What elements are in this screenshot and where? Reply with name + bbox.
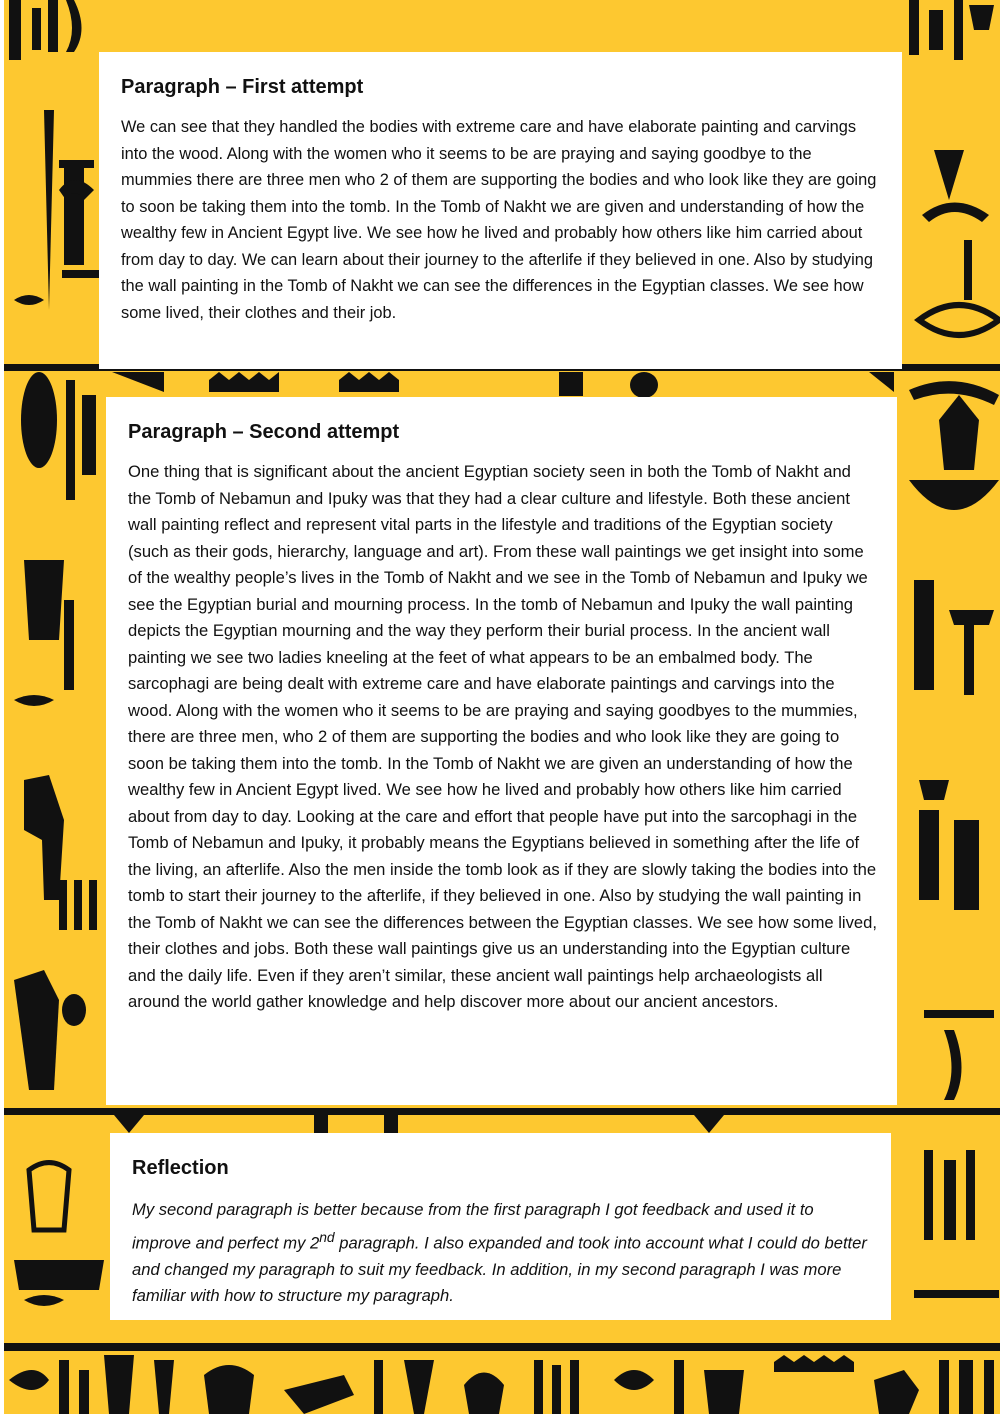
second-attempt-body: One thing that is significant about the ancient Egyptian society seen in both the Tomb of Nakht and the Tomb of Nebamun and Ipuky was that they had a clear culture and lifestyle. Both these ancient wall painting reflect and represent vital parts in the lifestyle and traditions of the Egyptian society (such as their gods, hierarchy, language and art). From these wall paintings we get insight into some of the wealthy people’s lives in the Tomb of Nakht and we see in the Tomb of Nebamun and Ipuky we see the Egyptian burial and mourning process. In the tomb of Nebamun and Ipuky the wall painting depicts the Egyptian mourning and the way they perform their burial process. In the ancient wall painting we see two ladies kneeling at the feet of what appears to be an embalmed body. The sarcophagi are being dealt with extreme care and have elaborate paintings and carvings into the wood. Along with the women who it seems to be are praying and saying goodbyes to the mummies, there are three men, who 2 of them are supporting the bodies and who look like they are going to soon be taking them into the tomb. In the Tomb of Nakht we are given an understanding of how the wealthy few in Ancient Egypt lived. We see how he lived and probably how others like him carried about from day to day. Looking at the care and effort that people have put into the sarcophagi in the Tomb of Nebamun and Ipuky, it probably means the Egyptians believed in something after the life of the living, an afterlife. Also the men inside the tomb look as if they are slowly taking the bodies into the tomb to start their journey to the afterlife, if they believed in one. Also by studying the wall painting in the Tomb of Nakht we can see the differences between the Egyptian classes. We see how some lived, their clothes and jobs. Both these wall paintings give us an understanding into the Egyptian culture and the daily life. Even if they aren’t similar, these ancient wall paintings help archaeologists all around the world gather knowledge and help discover more about our ancient ancestors. (128, 462, 877, 1011)
reflection-body (132, 1197, 871, 1310)
second-attempt-card (106, 397, 897, 1105)
first-attempt-body: We can see that they handled the bodies with extreme care and have elaborate painting and carvings into the wood. Along with the women who it seems to be are praying and saying goodbye to the mummies there are three men who 2 of them are supporting the bodies and who look like they are going to soon be taking them into the tomb. In the Tomb of Nakht we are given and understanding of how the wealthy few in Ancient Egypt live. We see how he lived and probably how others like him carried about from day to day. We can learn about their journey to the afterlife if they believed in one. Also by studying the wall painting in the Tomb of Nakht we can see the differences in the Egyptian classes. We see how some lived, their clothes and their job. (121, 118, 877, 322)
reflection-body-end: paragraph. I also expanded and took into account what I could do better and changed my paragraph to suit my feedback. In addition, in my second paragraph I was more familiar with how to structure my paragraph. (132, 1233, 867, 1306)
reflection-heading: Reflection (132, 1157, 229, 1179)
second-attempt-heading: Paragraph – Second attempt (128, 421, 400, 443)
ordinal-suffix: nd (319, 1228, 335, 1245)
reflection-body-start: My second paragraph is better because from the first paragraph I got feedback and used it to improve and perfect my 2 (132, 1200, 814, 1253)
reflection-card (110, 1133, 891, 1320)
first-attempt-card (99, 52, 902, 369)
first-attempt-heading: Paragraph – First attempt (121, 76, 364, 98)
